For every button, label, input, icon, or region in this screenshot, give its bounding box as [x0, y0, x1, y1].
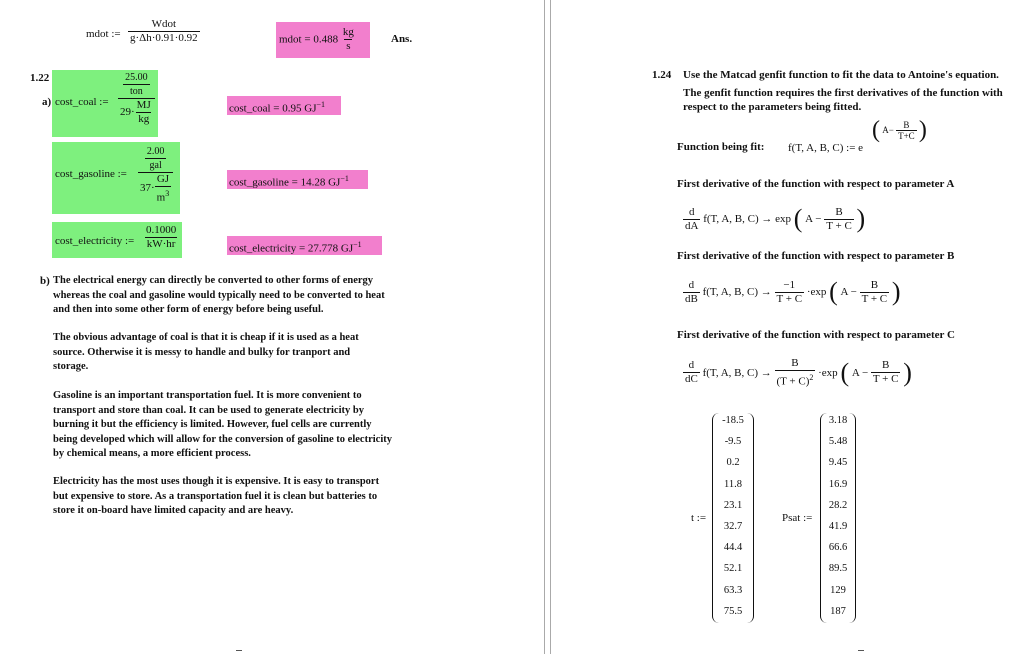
t-vector-lhs: t := [691, 512, 707, 524]
derivative-b-expression: $\frac{d}{dB}$ f(T, A, B, C) → $\frac{-1}{T + C}$ ·exp ( A − $\frac{B}{T + C}$ ) [685, 277, 901, 306]
paragraph-b3 [53, 389, 392, 462]
t-cell: 63.3 [723, 584, 743, 596]
function-being-fit-lhs: f(T, A, B, C) := e [788, 142, 864, 154]
cost-coal-fraction [118, 71, 155, 126]
cost-gasoline-per-unit: gal [149, 160, 162, 171]
cost-coal-lhs: cost_coal := [55, 96, 109, 108]
paragraph-line: whereas the coal and gasoline would typically need to be converted to heat [53, 289, 385, 301]
psat-cell: 129 [830, 584, 846, 596]
exponent-t-plus-c: T+C [898, 130, 915, 141]
exponent-a-minus: A− [882, 125, 894, 135]
t-plus-c-denominator: T + C [826, 219, 852, 232]
derivative-a-expression: $\frac{d}{dA}$ f(T, A, B, C) → exp ( A − $\frac{B}{T + C}$ ) [685, 204, 866, 233]
b-numerator: B [882, 359, 890, 372]
t-vector [712, 413, 754, 623]
cost-coal-value: 25.00 [125, 72, 148, 83]
paragraph-line: source. Otherwise it is messy to handle and bulky for tranport and [53, 346, 351, 358]
paragraph-line: storage. [53, 361, 89, 372]
cost-electricity-numerator: 0.1000 [146, 224, 177, 236]
t-cell: 32.7 [723, 521, 743, 532]
mdot-denominator: g·Δh·0.91·0.92 [130, 32, 198, 44]
paragraph-line: but expensive to store. As a transportation fuel it is clean but batteries to [53, 490, 378, 502]
paragraph-line: The obvious advantage of coal is that it is cheap if it is used as a heat [53, 332, 359, 343]
d-operator: d [688, 359, 695, 372]
function-being-fit-label: Function being fit: [677, 141, 765, 153]
paragraph-b2 [53, 331, 359, 375]
exponent-b: B [903, 119, 910, 130]
psat-cell: 187 [830, 605, 846, 617]
paragraph-line: Electricity has the most uses though it is expensive. It is easy to transport [53, 476, 380, 487]
t-plus-c-denominator: T + C [861, 292, 888, 305]
d-c-operator: dC [685, 373, 698, 386]
coal-energy-unit-denominator: kg [138, 113, 150, 125]
t-cell: 75.5 [723, 605, 743, 617]
paragraph-line: burning it but the efficiency is limited. However, fuel cells are currently [53, 419, 372, 430]
cost-coal-result-exponent: −1 [316, 100, 325, 109]
minus-one-numerator: −1 [783, 278, 796, 291]
cost-coal-result-value: cost_coal = 0.95 GJ [229, 102, 317, 115]
paragraph-line: The electrical energy can directly be converted to other forms of energy [53, 275, 374, 286]
psat-cell: 9.45 [828, 457, 848, 469]
gasoline-energy-unit-numerator: GJ [156, 173, 170, 185]
cost-gasoline-value: 2.00 [146, 146, 165, 157]
answer-label: Ans. [391, 33, 413, 45]
d-b-operator: dB [685, 292, 698, 305]
t-cell: 23.1 [723, 499, 743, 511]
d-a-operator: dA [685, 219, 699, 232]
genfit-note-line-2: respect to the parameters being fitted. [683, 101, 862, 113]
cost-coal-per-unit: ton [129, 86, 143, 97]
cost-electricity-result-exponent: −1 [353, 240, 362, 249]
cost-gasoline-result [229, 174, 349, 189]
page-divider-right [550, 0, 551, 654]
t-cell: -18.5 [722, 415, 744, 426]
page-divider-left [544, 0, 545, 654]
paragraph-line: being developed which will allow for the conversion of gasoline to electricity [53, 433, 392, 445]
cost-electricity-denominator: kW·hr [146, 238, 176, 250]
t-cell: -9.5 [724, 436, 742, 448]
b-numerator: B [835, 205, 843, 218]
t-plus-c-denominator: T + C [776, 292, 803, 305]
mdot-fraction [128, 18, 200, 45]
exp-function: ·exp [818, 366, 838, 379]
exp-function: ·exp [806, 286, 827, 298]
d-operator: d [688, 278, 695, 291]
function-arrow: f(T, A, B, C) → [703, 213, 773, 225]
cost-gasoline-result-value: cost_gasoline = 14.28 GJ [229, 176, 341, 189]
a-minus: A − [840, 286, 857, 298]
a-minus: A − [851, 366, 869, 379]
function-exponent: ( A− $\frac{B}{T+C}$ ) [872, 117, 927, 143]
psat-vector-lhs: Psat := [782, 512, 813, 524]
cost-electricity-result [229, 240, 362, 255]
mdot-definition-lhs: mdot := [86, 28, 121, 40]
part-a-label: a) [42, 96, 52, 108]
psat-cell: 66.6 [828, 542, 848, 554]
mdot-numerator: Wdot [151, 18, 177, 30]
t-cell: 44.4 [723, 542, 743, 554]
psat-cell: 28.2 [828, 499, 848, 511]
d-operator: d [688, 205, 695, 218]
gasoline-energy-unit-denominator: $m^3$ [155, 186, 172, 205]
paragraph-b4 [53, 475, 379, 519]
problem-number-1-24: 1.24 [652, 69, 672, 81]
psat-cell: 3.18 [828, 415, 848, 426]
cost-coal-result [229, 100, 325, 115]
coal-energy-unit-numerator: MJ [136, 99, 151, 111]
cost-electricity-result-value: cost_electricity = 27.778 GJ [229, 242, 354, 255]
derivative-a-label: First derivative of the function with respect to parameter A [677, 178, 955, 190]
exp-function: exp [775, 213, 791, 225]
paragraph-line: and then into some other form of energy before being useful. [53, 304, 324, 315]
psat-cell: 16.9 [828, 478, 848, 490]
paragraph-line: store it on-board have limited capacity and are heavy. [53, 505, 294, 516]
a-minus: A − [805, 213, 822, 225]
paragraph-line: by chemical means, a more efficient process. [53, 448, 251, 459]
mdot-result-value: mdot = 0.488 [279, 33, 339, 46]
paragraph-line: Gasoline is an important transportation fuel. It is more convenient to [53, 390, 362, 401]
t-cell: 52.1 [723, 563, 743, 575]
page-tick [858, 650, 864, 651]
t-plus-c-squared-denominator: $(T + C)^2$ [775, 370, 816, 389]
function-arrow: f(T, A, B, C) → [702, 286, 772, 298]
derivative-c-expression: $\frac{d}{dC}$ f(T, A, B, C) → $\frac{B}{(T + C)^2}$ ·exp ( A − $\frac{B}{T + C}$ ) [685, 357, 912, 388]
mdot-unit-numerator: kg [342, 26, 354, 38]
genfit-note-line-1: The genfit function requires the first derivatives of the function with [683, 87, 1003, 99]
cost-electricity-fraction [144, 224, 178, 251]
paragraph-line: transport and store than coal. It can be used to generate electricity by [53, 404, 364, 416]
b-numerator: B [870, 278, 879, 291]
problem-1-24-title: Use the Matcad genfit function to fit the data to Antoine's equation. [683, 69, 999, 81]
cost-gasoline-fraction [138, 145, 173, 205]
t-cell: 11.8 [724, 478, 742, 490]
derivative-c-label: First derivative of the function with respect to parameter C [677, 329, 955, 341]
page-tick [236, 650, 242, 651]
function-arrow: f(T, A, B, C) → [702, 366, 772, 379]
mdot-result [279, 26, 356, 53]
psat-cell: 89.5 [828, 563, 848, 575]
part-b-label: b) [40, 275, 50, 287]
t-plus-c-denominator: T + C [872, 373, 899, 386]
paragraph-b1 [53, 274, 385, 318]
coal-energy-value: 29· [120, 106, 135, 118]
cost-electricity-lhs: cost_electricity := [55, 235, 135, 247]
cost-gasoline-lhs: cost_gasoline := [55, 168, 127, 180]
psat-cell: 41.9 [828, 521, 848, 532]
cost-gasoline-result-exponent: −1 [340, 174, 349, 183]
mdot-unit-denominator: s [346, 40, 351, 52]
problem-number-1-22: 1.22 [30, 72, 50, 84]
b-numerator: B [791, 357, 799, 369]
derivative-b-label: First derivative of the function with respect to parameter B [677, 250, 955, 262]
t-cell: 0.2 [726, 457, 740, 469]
gasoline-energy-value: 37· [140, 182, 155, 195]
psat-vector [820, 413, 856, 623]
psat-cell: 5.48 [828, 436, 848, 448]
